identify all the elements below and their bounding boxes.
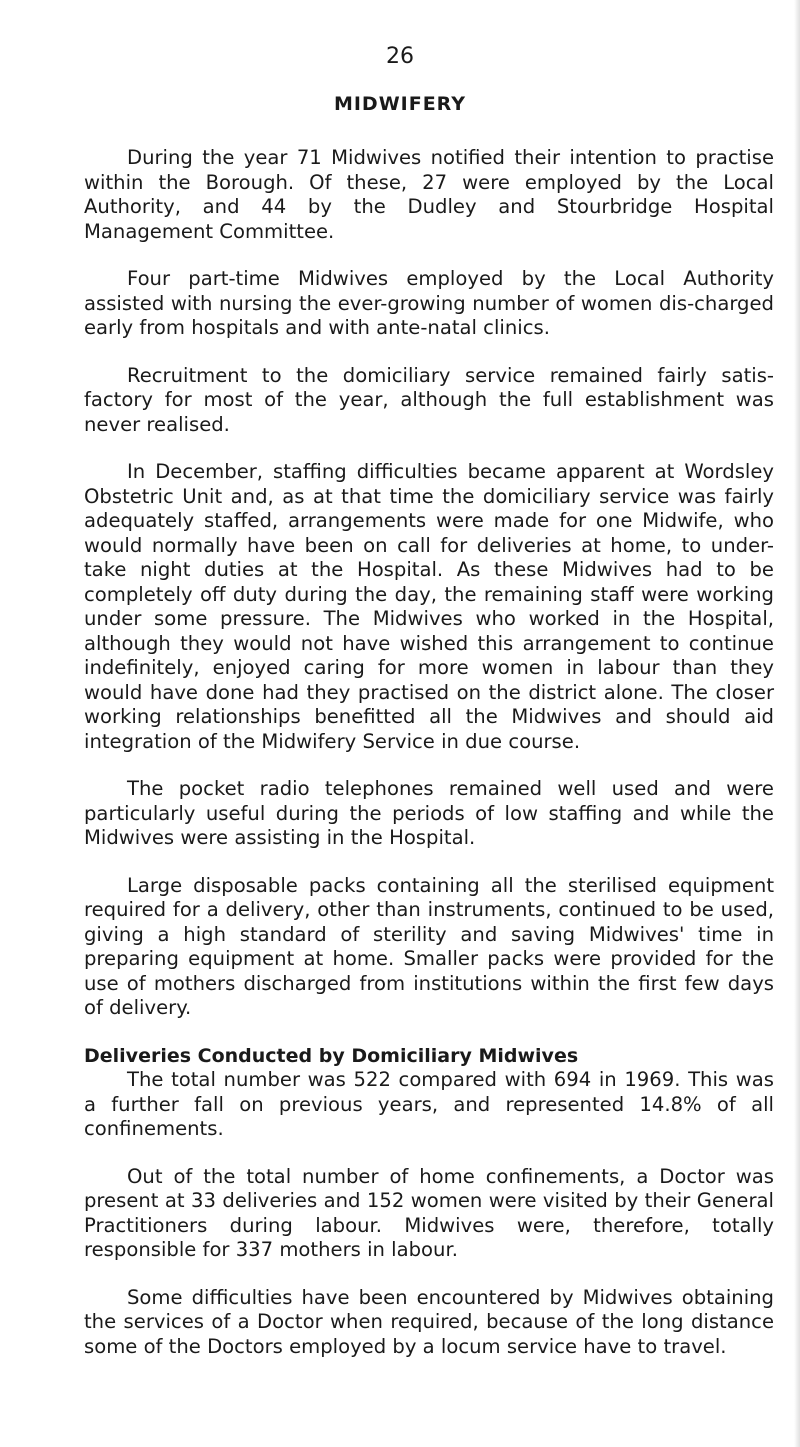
paragraph: During the year 71 Midwives notified their intention to practise within the Borough. Of these, 27 were employed by the Local Authority, and 44 by the Dudley and Stourbridge Hospital Management Committee. (84, 146, 774, 243)
paragraph: The total number was 522 compared with 694 in 1969. This was a further fall on previous years, and represented 14.8% of all confinements. (84, 1068, 774, 1140)
paragraph: Recruitment to the domiciliary service remained fairly satis-factory for most of the year, although the full establishment was never realised. (84, 363, 774, 436)
paragraph: Out of the total number of home confinements, a Doctor was present at 33 deliveries and 152 women were visited by their General Practitioners during labour. Midwives were, therefore, totally responsible for 337 mothers in labour. (84, 1164, 774, 1261)
paragraph: Large disposable packs containing all the sterilised equipment required for a delivery, other than instruments, continued to be used, giving a high standard of sterility and saving Midwives' time in preparing equipment at home. Smaller packs were provided for the use of mothers discharged from institutions within the first few days of delivery. (84, 873, 774, 1019)
paragraph: Four part-time Midwives employed by the Local Authority assisted with nursing the ever-growing number of women dis-charged early from hospitals and with ante-natal clinics. (84, 267, 774, 339)
section-title: MIDWIFERY (333, 93, 467, 115)
body-text (84, 146, 774, 1382)
page-edge-shadow (794, 0, 800, 1447)
paragraph: Some difficulties have been encountered by Midwives obtaining the services of a Doctor when required, because of the long distance some of the Doctors employed by a locum service have to travel. (84, 1285, 774, 1358)
page-number: 26 (386, 44, 414, 69)
paragraph: In December, staffing difficulties became apparent at Wordsley Obstetric Unit and, as at that time the domiciliary service was fairly adequately staffed, arrangements were made for one Midwife, who would normally have been on call for deliveries at home, to under-take night duties at the Hospital. As these Midwives had to be completely off duty during the day, the remaining staff were working under some pressure. The Midwives who worked in the Hospital, although they would not have wished this arrangement to continue indefinitely, enjoyed caring for more women in labour than they would have done had they practised on the district alone. The closer working relationships benefitted all the Midwives and should aid integration of the Midwifery Service in due course. (84, 460, 774, 753)
paragraph: The pocket radio telephones remained well used and were particularly useful during the periods of low staffing and while the Midwives were assisting in the Hospital. (84, 777, 774, 849)
subheading: Deliveries Conducted by Domiciliary Midwives (84, 1044, 579, 1067)
